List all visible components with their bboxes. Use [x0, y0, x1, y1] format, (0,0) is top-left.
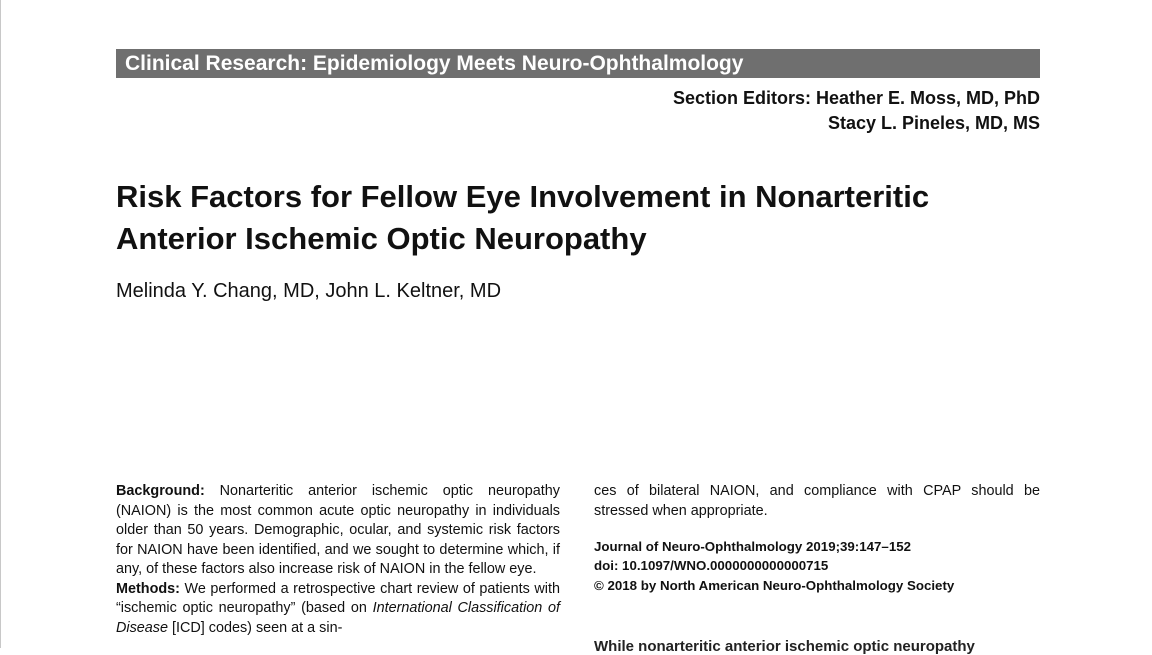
background-text: Nonarteritic anterior ischemic optic neuropathy (NAION) is the most common acute optic neuropathy in individuals older than 50 years. Demographic, ocular, and systemic risk factors for NAION have been identified, and we sought to determine which, if any, of these factors also increase risk of NAION in the fellow eye.	[116, 483, 560, 577]
abstract-continuation: ces of bilateral NAION, and compliance with CPAP should be stressed when appropriate.	[594, 483, 1040, 519]
title-line-2: Anterior Ischemic Optic Neuropathy	[116, 221, 647, 256]
methods-label: Methods:	[116, 580, 180, 597]
citation-doi: doi: 10.1097/WNO.0000000000000715	[594, 558, 829, 574]
methods-text-2: [ICD] codes) seen at a sin-	[168, 619, 343, 636]
body-partial-line: While nonarteritic anterior ischemic optic neuropathy	[594, 638, 975, 655]
background-label: Background:	[116, 483, 205, 499]
editors-line-1: Section Editors: Heather E. Moss, MD, PhD	[672, 88, 1040, 108]
citation-journal: Journal of Neuro-Ophthalmology 2019;39:147–152	[594, 539, 912, 554]
section-banner: Clinical Research: Epidemiology Meets Neuro-Ophthalmology	[116, 49, 1040, 78]
article-title	[116, 176, 1046, 260]
abstract-right-column	[594, 482, 1040, 521]
article-authors: Melinda Y. Chang, MD, John L. Keltner, MD	[116, 280, 502, 302]
methods-italic: International Classification of Disease	[116, 600, 560, 636]
abstract-left-column	[116, 482, 560, 638]
title-line-1: Risk Factors for Fellow Eye Involvement in Nonarteritic	[116, 179, 930, 214]
abstract-methods	[116, 580, 560, 639]
section-editors	[673, 86, 1040, 136]
citation-block	[594, 537, 954, 595]
page-left-border	[0, 0, 1, 648]
abstract-background	[116, 482, 560, 580]
methods-text-1: We performed a retrospective chart review of patients with “ischemic optic neuropathy” (based on	[116, 580, 560, 616]
citation-copyright: © 2018 by North American Neuro-Ophthalmology Society	[594, 577, 955, 593]
editors-line-2: Stacy L. Pineles, MD, MS	[827, 113, 1040, 133]
